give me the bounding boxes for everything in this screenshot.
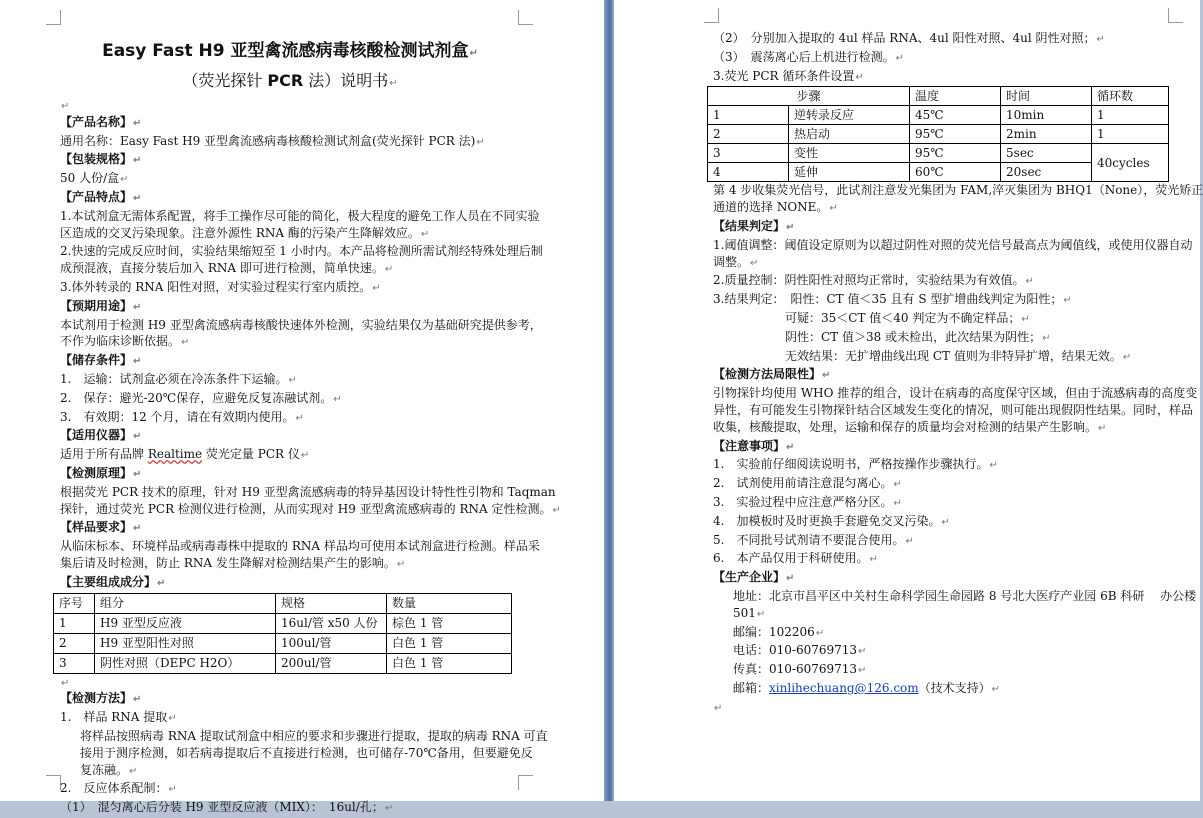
limitations-line-2[interactable]: 异性，有可能发生引物探针结合区域发生变化的情况，则可能出现假阴性结果。同时，样品 — [713, 402, 1194, 417]
table-cell[interactable]: 序号 — [54, 593, 95, 613]
result-3-suspicious[interactable]: 可疑：35＜CT 值＜40 判定为不确定样品；↵ — [785, 310, 1030, 325]
caution-item[interactable]: 5. 不同批号试剂请不要混合使用。↵ — [713, 532, 914, 547]
heading-instrument[interactable]: 【适用仪器】↵ — [60, 428, 142, 443]
intended-use-line-1[interactable]: 本试剂用于检测 H9 亚型禽流感病毒核酸快速体外检测，实验结果仅为基础研究提供参考， — [60, 317, 542, 332]
method-step-1-line-2[interactable]: 接用于测序检测，如若病毒提取后不直接进行检测，也可储存-70℃备用，但要避免反 — [80, 745, 533, 760]
method-step-1-line-1[interactable]: 将样品按照病毒 RNA 提取试剂盒中相应的要求和步骤进行提取，提取的病毒 RNA 可直 — [80, 728, 548, 743]
fax[interactable]: 传真：010-60769713↵ — [733, 662, 867, 677]
table-cell[interactable]: 时间 — [1001, 87, 1092, 106]
table-cell[interactable]: 规格 — [276, 593, 387, 613]
document-subtitle[interactable]: （荧光探针 PCR 法）说明书↵ — [182, 71, 398, 90]
cycle-conditions-title[interactable]: 3.荧光 PCR 循环条件设置↵ — [713, 68, 864, 83]
heading-result-judgment[interactable]: 【结果判定】↵ — [713, 218, 795, 233]
table-cell[interactable]: 100ul/管 — [276, 633, 387, 653]
method-step-2-1[interactable]: （1） 混匀离心后分装 H9 亚型反应液（MIX）： 16ul/孔；↵ — [60, 800, 394, 815]
table-cell[interactable]: 95℃ — [910, 144, 1001, 163]
method-step-2-2[interactable]: （2） 分别加入提取的 4ul 样品 RNA、4ul 阳性对照、4ul 阴性对照；↵ — [713, 31, 1105, 45]
result-1-line-2[interactable]: 调整。↵ — [713, 254, 759, 269]
heading-manufacturer[interactable]: 【生产企业】↵ — [713, 570, 795, 585]
table-row — [54, 633, 512, 653]
feature-1-line-2[interactable]: 区造成的交叉污染现象。注意外源性 RNA 酶的污染产生降解效应。↵ — [60, 225, 430, 240]
storage-item-2[interactable]: 2. 保存：避光-20℃保存，应避免反复冻融试剂。↵ — [60, 390, 342, 405]
limitations-line-1[interactable]: 引物探针均使用 WHO 推荐的组合，设计在病毒的高度保守区域，但由于流感病毒的高度变 — [713, 386, 1198, 401]
result-1-line-1[interactable]: 1.阈值调整：阈值设定原则为以超过阴性对照的荧光信号最高点为阈值线，或使用仪器自动 — [713, 237, 1193, 252]
fluorescence-note-line-2[interactable]: 通道的选择 NONE。↵ — [713, 200, 838, 215]
table-cell[interactable]: 数量 — [387, 593, 512, 613]
principle-line-1[interactable]: 根据荧光 PCR 技术的原理，针对 H9 亚型禽流感病毒的特异基因设计特性性引物和 Taqman — [60, 484, 556, 499]
caution-item[interactable]: 2. 试剂使用前请注意混匀离心。↵ — [713, 476, 902, 491]
feature-3[interactable]: 3.体外转录的 RNA 阳性对照，对实验过程实行室内质控。↵ — [60, 279, 381, 294]
heading-sample-requirements[interactable]: 【样品要求】↵ — [60, 520, 142, 535]
right-page-content: （2） 分别加入提取的 4ul 样品 RNA、4ul 阳性对照、4ul 阴性对照；↵ （3） 震荡离心后上机进行检测。↵ 3.荧光 PCR 循环条件设置↵ 步骤 温度 时间 循环数 1 逆转录反应 45℃ 10min 1 2 热启动 95℃ 2min 1 3 变性 95℃ 5sec 40cycles 4 延伸 60℃ 20sec 第 4 步收集荧光信号，此试剂注意发光集团为 FAM,淬灭集团为 BHQ1（None），荧光矫正 通道的选择 NONE。↵ 【结果判定】↵ 1.阈值调整：阈值设定原则为以超过阴性对照的荧光信号最高点为阈值线，或使用仪器自动 调整。↵ 2.质量控制：阴性阳性对照均正常时，实验结果为有效值。↵ 3.结果判定： 阳性：CT 值＜35 且有 S 型扩增曲线判定为阳性；↵ 可疑：35＜CT 值＜40 判定为不确定样品；↵ 阴性：CT 值＞38 或未检出，此次结果为阴性；↵ 无效结果：无扩增曲线出现 CT 值则为非特异扩增，结果无效。↵ 【检测方法局限性】↵ 引物探针均使用 WHO 推荐的组合，设计在病毒的高度保守区域，但由于流感病毒的高度变 异性，有可能发生引物探针结合区域发生变化的情况，则可能出现假阴性结果。同时，样品 收集，核酸提取，处理，运输和保存的质量均会对检测的结果产生影响。↵ 【注意事项】↵ 1. 实验前仔细阅读说明书，严格按操作步骤执行。↵ 2. 试剂使用前请注意混匀离心。↵ 3. 实验过程中应注意严格分区。↵ 4. 加模板时及时更换手套避免交叉污染。↵ 5. 不同批号试剂请不要混合使用。↵ 6. 本产品仅用于科研使用。↵ 【生产企业】↵ 地址：北京市昌平区中关村生命科学园生命园路 8 号北大医疗产业园 6B 科研 办公楼 501↵ 邮编：102206↵ 电话：010-60769713↵ 传真：010-60769713↵ 邮箱：xinlihechuang@126.com（技术支持）↵ ↵ — [713, 30, 1183, 716]
address-line-1[interactable]: 地址：北京市昌平区中关村生命科学园生命园路 8 号北大医疗产业园 6B 科研 办公楼 — [733, 588, 1197, 603]
heading-principle[interactable]: 【检测原理】↵ — [60, 465, 142, 480]
table-cell[interactable]: 1 — [708, 106, 789, 125]
fluorescence-note-line-1[interactable]: 第 4 步收集荧光信号，此试剂注意发光集团为 FAM,淬灭集团为 BHQ1（None），荧光矫正 — [713, 183, 1203, 198]
table-cell[interactable]: 棕色 1 管 — [387, 613, 512, 633]
email-line: 邮箱：xinlihechuang@126.com（技术支持）↵ — [733, 680, 1001, 695]
heading-package-spec[interactable]: 【包装规格】↵ — [60, 152, 142, 167]
left-page-content: Easy Fast H9 亚型禽流感病毒核酸检测试剂盒↵ （荧光探针 PCR 法）说明书↵ ↵ 【产品名称】↵ 通用名称：Easy Fast H9 亚型禽流感病毒核酸检测试剂盒(荧光探针 PCR 法)↵ 【包装规格】↵ 50 人份/盒↵ 【产品特点】↵ 1.本试剂盒无需体系配置，将手工操作尽可能的简化，极大程度的避免工作人员在不同实验 区造成的交叉污染现象。注意外源性 RNA 酶的污染产生降解效应。↵ 2.快速的完成反应时间，实验结果缩短至 1 小时内。本产品将检测所需试剂经特殊处理后制 成预混液，直接分装后加入 RNA 即可进行检测，简单快速。↵ 3.体外转录的 RNA 阳性对照，对实验过程实行室内质控。↵ 【预期用途】↵ 本试剂用于检测 H9 亚型禽流感病毒核酸快速体外检测，实验结果仅为基础研究提供参考， 不作为临床诊断依据。↵ 【储存条件】↵ 1. 运输：试剂盒必须在冷冻条件下运输。↵ 2. 保存：避光-20℃保存，应避免反复冻融试剂。↵ 3. 有效期：12 个月，请在有效期内使用。↵ 【适用仪器】↵ 适用于所有品牌 Realtime 荧光定量 PCR 仪↵ 【检测原理】↵ 根据荧光 PCR 技术的原理，针对 H9 亚型禽流感病毒的特异基因设计特性性引物和 Taqman 探针，通过荧光 PCR 检测仪进行检测，从而实现对 H9 亚型禽流感病毒的 RNA 定性检测。↵ 【样品要求】↵ 从临床标本、环境样品或病毒毒株中提取的 RNA 样品均可使用本试剂盒进行检测。样品采 集后请及时检测，防止 RNA 发生降解对检测结果产生的影响。↵ 【主要组成成分】↵ 序号 组分 规格 数量 1 H9 亚型反应液 16ul/管 x50 人份 棕色 1 管 2 H9 亚型阳性对照 100ul/管 白色 1 管 3 阴性对照（DEPC H2O） 200ul/管 白色 1 管 ↵ 【检测方法】↵ 1. 样品 RNA 提取↵ 将样品按照病毒 RNA 提取试剂盒中相应的要求和步骤进行提取，提取的病毒 RNA 可直 接用于测序检测，如若病毒提取后不直接进行检测，也可储存-70℃备用，但要避免反 复冻融。↵ 2. 反应体系配制：↵ （1） 混匀离心后分装 H9 亚型反应液（MIX）： 16ul/孔；↵ — [60, 35, 520, 818]
address-line-2[interactable]: 501↵ — [733, 605, 766, 620]
table-cell[interactable]: 45℃ — [910, 106, 1001, 125]
feature-2-line-2[interactable]: 成预混液，直接分装后加入 RNA 即可进行检测，简单快速。↵ — [60, 261, 394, 276]
heading-storage[interactable]: 【储存条件】↵ — [60, 353, 142, 368]
crop-mark-top-left — [46, 10, 61, 25]
feature-2-line-1[interactable]: 2.快速的完成反应时间，实验结果缩短至 1 小时内。本产品将检测所需试剂经特殊处理后制 — [60, 244, 543, 259]
table-cell[interactable]: 3 — [708, 144, 789, 163]
sample-line-1[interactable]: 从临床标本、环境样品或病毒毒株中提取的 RNA 样品均可使用本试剂盒进行检测。样品采 — [60, 539, 540, 554]
document-page-right — [614, 0, 1203, 801]
table-cell[interactable]: 2 — [708, 125, 789, 144]
table-cell[interactable]: 白色 1 管 — [387, 653, 512, 673]
table-cell[interactable]: 延伸 — [789, 163, 910, 182]
feature-1-line-1[interactable]: 1.本试剂盒无需体系配置，将手工操作尽可能的简化，极大程度的避免工作人员在不同实验 — [60, 208, 540, 223]
table-row — [54, 653, 512, 673]
table-cell[interactable]: 20sec — [1001, 163, 1092, 182]
postcode[interactable]: 邮编：102206↵ — [733, 624, 825, 639]
table-cell[interactable]: 步骤 — [708, 87, 910, 106]
table-row — [54, 613, 512, 633]
table-cell[interactable]: 循环数 — [1092, 87, 1169, 106]
method-step-1-line-3[interactable]: 复冻融。↵ — [80, 762, 138, 777]
table-cell[interactable]: 1 — [1092, 106, 1169, 125]
table-cell[interactable]: 60℃ — [910, 163, 1001, 182]
table-cell[interactable]: 2min — [1001, 125, 1092, 144]
cycle-conditions-table[interactable] — [707, 86, 1169, 182]
heading-components[interactable]: 【主要组成成分】↵ — [60, 574, 166, 589]
table-cell[interactable]: 热启动 — [789, 125, 910, 144]
table-cell[interactable]: 组分 — [95, 593, 276, 613]
table-cell[interactable]: 变性 — [789, 144, 910, 163]
components-table[interactable] — [53, 593, 512, 674]
table-cell[interactable]: H9 亚型反应液 — [95, 613, 276, 633]
table-cell[interactable]: 阴性对照（DEPC H2O） — [95, 653, 276, 673]
caution-item[interactable]: 3. 实验过程中应注意严格分区。↵ — [713, 494, 902, 509]
heading-limitations[interactable]: 【检测方法局限性】↵ — [713, 367, 831, 382]
caution-item[interactable]: 4. 加模板时及时更换手套避免交叉污染。↵ — [713, 513, 950, 528]
table-row — [708, 125, 1169, 144]
table-cell[interactable]: 逆转录反应 — [789, 106, 910, 125]
table-cell[interactable]: 白色 1 管 — [387, 633, 512, 653]
principle-line-2[interactable]: 探针，通过荧光 PCR 检测仪进行检测，从而实现对 H9 亚型禽流感病毒的 RNA 定性检测。↵ — [60, 501, 561, 516]
caution-item[interactable]: 6. 本产品仅用于科研使用。↵ — [713, 551, 878, 566]
limitations-line-3[interactable]: 收集，核酸提取，处理，运输和保存的质量均会对检测的结果产生影响。↵ — [713, 419, 1107, 434]
method-step-1[interactable]: 1. 样品 RNA 提取↵ — [60, 710, 177, 725]
table-cell[interactable]: 1 — [1092, 125, 1169, 144]
table-cell[interactable]: 200ul/管 — [276, 653, 387, 673]
caution-item[interactable]: 1. 实验前仔细阅读说明书，严格按操作步骤执行。↵ — [713, 457, 998, 472]
result-3-invalid[interactable]: 无效结果：无扩增曲线出现 CT 值则为非特异扩增，结果无效。↵ — [785, 348, 1132, 363]
phone[interactable]: 电话：010-60769713↵ — [733, 643, 867, 658]
table-cell[interactable]: 5sec — [1001, 144, 1092, 163]
table-cell[interactable]: 10min — [1001, 106, 1092, 125]
heading-intended-use[interactable]: 【预期用途】↵ — [60, 298, 142, 313]
crop-mark-top-right — [1168, 8, 1183, 23]
table-cell[interactable]: 16ul/管 x50 人份 — [276, 613, 387, 633]
method-step-2[interactable]: 2. 反应体系配制：↵ — [60, 781, 177, 796]
table-cell[interactable]: 40cycles — [1092, 144, 1169, 182]
result-2[interactable]: 2.质量控制：阴性阳性对照均正常时，实验结果为有效值。↵ — [713, 273, 1034, 288]
storage-item-1[interactable]: 1. 运输：试剂盒必须在冷冻条件下运输。↵ — [60, 371, 297, 386]
crop-mark-top-right — [518, 10, 533, 25]
result-3-negative[interactable]: 阴性：CT 值＞38 或未检出，此次结果为阴性；↵ — [785, 329, 1051, 344]
table-cell[interactable]: 4 — [708, 163, 789, 182]
product-name-text[interactable]: 通用名称：Easy Fast H9 亚型禽流感病毒核酸检测试剂盒(荧光探针 PCR 法)↵ — [60, 133, 485, 148]
table-cell[interactable]: 2 — [54, 633, 95, 653]
intended-use-line-2[interactable]: 不作为临床诊断依据。↵ — [60, 334, 190, 349]
heading-product-features[interactable]: 【产品特点】↵ — [60, 189, 142, 204]
document-title[interactable]: Easy Fast H9 亚型禽流感病毒核酸检测试剂盒↵ — [102, 41, 478, 61]
table-row — [708, 106, 1169, 125]
email-link[interactable]: xinlihechuang@126.com — [769, 680, 919, 695]
storage-item-3[interactable]: 3. 有效期：12 个月，请在有效期内使用。↵ — [60, 409, 304, 424]
table-cell[interactable]: 95℃ — [910, 125, 1001, 144]
result-3[interactable]: 3.结果判定： 阳性：CT 值＜35 且有 S 型扩增曲线判定为阳性；↵ — [713, 292, 1072, 307]
table-cell[interactable]: 3 — [54, 653, 95, 673]
page-divider — [604, 0, 614, 801]
table-cell[interactable]: H9 亚型阳性对照 — [95, 633, 276, 653]
heading-test-method[interactable]: 【检测方法】↵ — [60, 691, 142, 706]
heading-product-name[interactable]: 【产品名称】↵ — [60, 114, 142, 129]
table-header-row — [708, 87, 1169, 106]
heading-cautions[interactable]: 【注意事项】↵ — [713, 438, 795, 453]
table-header-row — [54, 593, 512, 613]
package-spec-text[interactable]: 50 人份/盒↵ — [60, 171, 129, 186]
table-cell[interactable]: 1 — [54, 613, 95, 633]
instrument-text[interactable]: 适用于所有品牌 Realtime 荧光定量 PCR 仪↵ — [60, 447, 310, 462]
sample-line-2[interactable]: 集后请及时检测，防止 RNA 发生降解对检测结果产生的影响。↵ — [60, 555, 406, 570]
crop-mark-bottom-right — [518, 775, 533, 790]
crop-mark-top-left — [704, 8, 719, 23]
table-row — [708, 144, 1169, 163]
crop-mark-bottom-left — [46, 775, 61, 790]
table-cell[interactable]: 温度 — [910, 87, 1001, 106]
method-step-2-3[interactable]: （3） 震荡离心后上机进行检测。↵ — [713, 49, 905, 64]
